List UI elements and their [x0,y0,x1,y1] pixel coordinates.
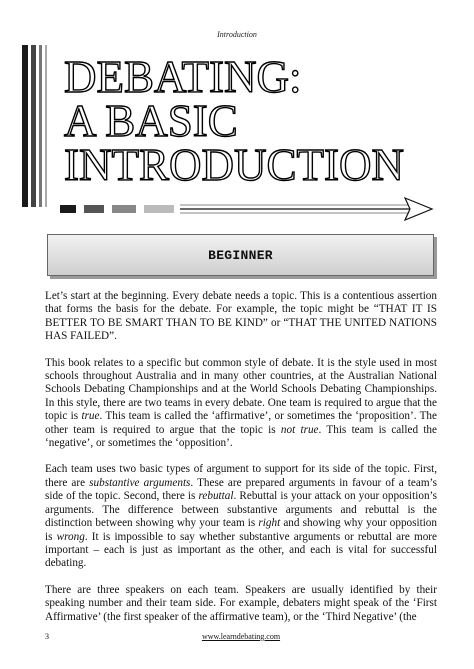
title-line-3: INTRODUCTION [64,140,404,190]
level-banner [47,234,434,276]
emphasis-text: rebuttal [198,490,234,503]
title-line-2: A BASIC [64,96,238,146]
paragraph-text: . These are prepared arguments in favour of a team’s side of the topic. Second, there is [45,476,437,503]
body-paragraph [45,290,437,344]
page-number: 3 [45,632,49,641]
running-header: Introduction [217,30,257,39]
body-text [45,290,437,637]
decor-vertical-bar [31,45,36,207]
paragraph-text: . This team is called the ‘negative’, or sometimes the ‘opposition’. [45,423,437,450]
website-link[interactable]: www.learndebating.com [201,632,281,641]
title-line-1: DEBATING: [64,52,302,102]
paragraph-text: Each team uses two basic types of argument to support for its side of the topic. First, there are [45,463,437,489]
emphasis-text: right [258,517,281,530]
emphasis-text: substantive arguments [89,476,191,489]
paragraph-text: There are three speakers on each team. Speakers are usually identified by their speaking number and their team side. For example, debaters might speak of the ‘First Affirmative’ (the first speaker of the affirmative team), or the ‘Third Negative’ (the [45,583,437,623]
body-paragraph [45,463,437,570]
decor-vertical-bar [39,45,42,207]
decor-vertical-bar [45,45,47,207]
body-paragraph [45,357,437,451]
decor-vertical-bar [22,45,28,207]
paragraph-text: . Rebuttal is your attack on your opposition’s arguments. The difference between substantive arguments and rebuttal is the distinction between showing why your team is [45,490,437,530]
emphasis-text: wrong [56,530,85,543]
page-title [64,52,444,190]
paragraph-text: . It is impossible to say whether substantive arguments or rebuttal are more important – each is just as important as the other, and each is vital for successful debating. [45,530,437,570]
emphasis-text: true [81,410,100,423]
emphasis-text: not true [280,423,319,436]
paragraph-text: and showing why your opposition is [45,517,437,543]
level-banner-label: BEGINNER [208,247,273,263]
body-paragraph [45,584,437,624]
paragraph-text: Let’s start at the beginning. Every debate needs a topic. This is a contentious assertion that forms the basis for the debate. For example, the topic might be “THAT IT IS BETTER TO BE SMART THAN TO BE KIND” or “THAT THE UNITED NATIONS HAS FAILED”. [45,290,437,343]
paragraph-text: . This team is called the ‘affirmative’, or sometimes the ‘proposition’. The other team is required to argue that the topic is [45,410,437,436]
paragraph-text: This book relates to a specific but common style of debate. It is the style used in most schools throughout Australia and in many other countries, at the Australian National Schools Debating Championships and at the World Schools Debating Championships. In this style, there are two teams in every debate. One team is required to argue that the topic is [45,356,437,423]
